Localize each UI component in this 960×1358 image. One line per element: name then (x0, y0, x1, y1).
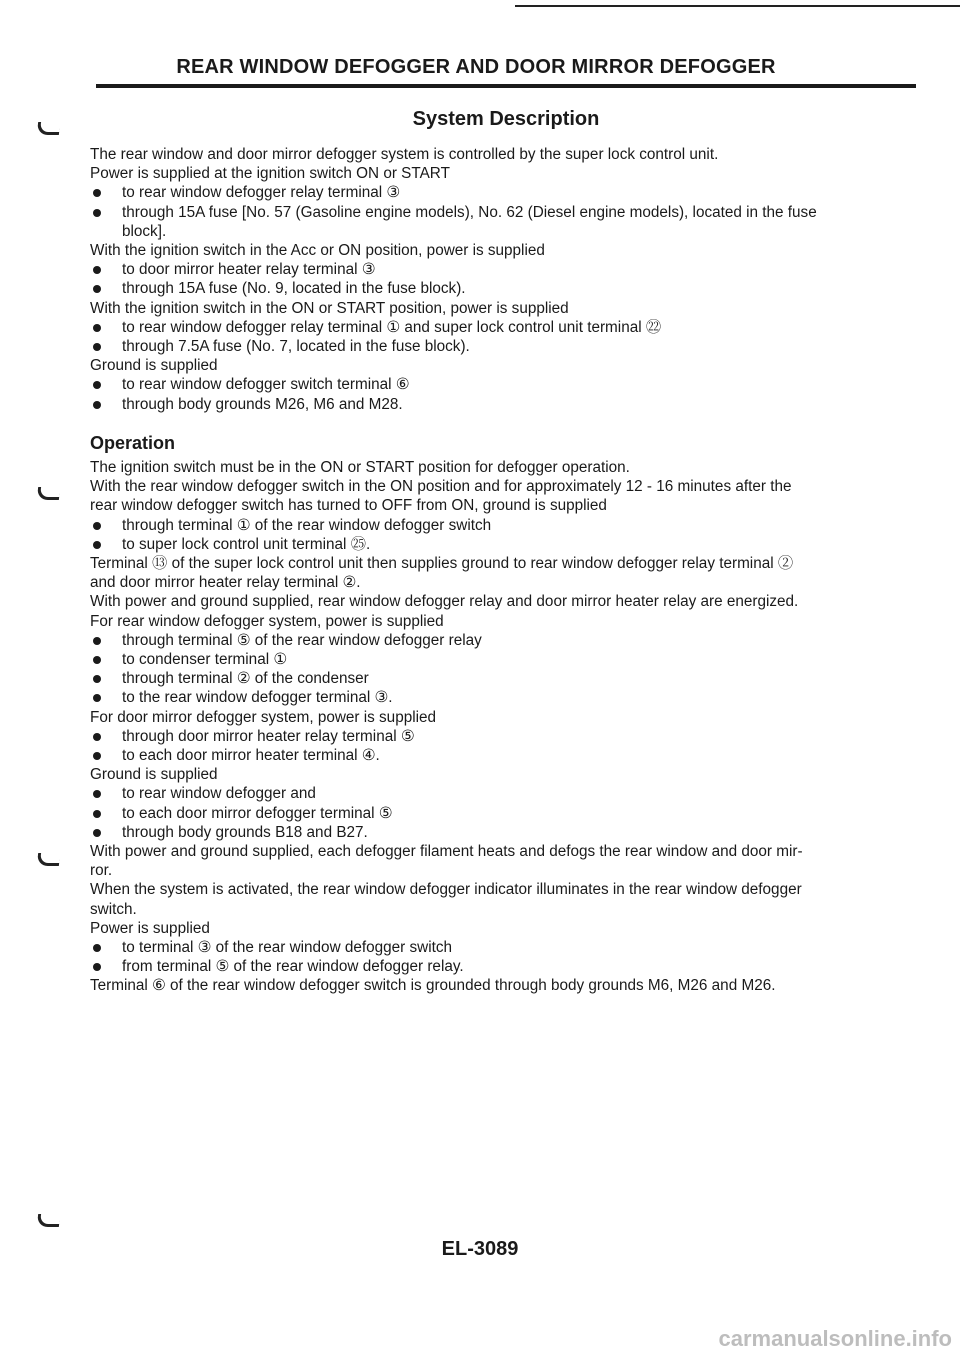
margin-mark (36, 122, 61, 135)
bullet-item: through terminal ① of the rear window defogger switch (90, 516, 920, 535)
bullet-item: to super lock control unit terminal ㉕. (90, 535, 920, 554)
bullet-item: to condenser terminal ① (90, 650, 920, 669)
text-line: When the system is activated, the rear window defogger indicator illuminates in the rear window defogger (90, 881, 802, 899)
text-line: Ground is supplied (90, 766, 218, 784)
text-line: With the ignition switch in the Acc or ON position, power is supplied (90, 242, 545, 260)
text-line: With the ignition switch in the ON or START position, power is supplied (90, 299, 569, 317)
bullet-item: through terminal ⑤ of the rear window defogger relay (90, 631, 920, 650)
bullet-item: to terminal ③ of the rear window defogger switch (90, 938, 920, 957)
text-line: For rear window defogger system, power is supplied (90, 612, 444, 630)
text-line: With power and ground supplied, rear window defogger relay and door mirror heater relay are energized. (90, 593, 799, 611)
text-line: block]. (122, 222, 167, 240)
text-line: Terminal ⑥ of the rear window defogger switch is grounded through body grounds M6, M26 and M26. (90, 977, 776, 995)
bullet-item: through body grounds B18 and B27. (90, 823, 920, 842)
bullet-item: to each door mirror heater terminal ④. (90, 746, 920, 765)
text-line: Power is supplied at the ignition switch ON or START (90, 165, 450, 183)
bullet-item: to the rear window defogger terminal ③. (90, 688, 920, 707)
text-line: The ignition switch must be in the ON or START position for defogger operation. (90, 459, 630, 476)
bullet-item: from terminal ⑤ of the rear window defogger relay. (90, 957, 920, 976)
text-line: With the rear window defogger switch in the ON position and for approximately 12 - 16 minutes after the (90, 478, 792, 496)
margin-mark (36, 487, 61, 500)
page-number: EL-3089 (441, 1238, 519, 1260)
text-line: For door mirror defogger system, power is supplied (90, 708, 437, 726)
top-rule (515, 5, 960, 7)
bullet-item: to each door mirror defogger terminal ⑤ (90, 804, 920, 823)
text-line: and door mirror heater relay terminal ②. (90, 574, 361, 592)
bullet-item: through body grounds M26, M6 and M28. (90, 395, 920, 414)
system-description-title: System Description (412, 108, 600, 130)
bullet-item: to rear window defogger switch terminal ⑥ (90, 375, 920, 394)
operation-body (90, 458, 920, 996)
operation-title: Operation (90, 433, 176, 453)
page-header (96, 52, 916, 88)
bullet-item: to rear window defogger relay terminal ① and super lock control unit terminal ㉒ (90, 318, 920, 337)
operation-section (90, 431, 920, 996)
margin-mark (36, 853, 61, 866)
text-line: The rear window and door mirror defogger system is controlled by the super lock control unit. (90, 146, 719, 163)
bullet-item: to door mirror heater relay terminal ③ (90, 260, 920, 279)
text-line: Power is supplied (90, 919, 210, 937)
bullet-item: through 7.5A fuse (No. 7, located in the fuse block). (90, 337, 920, 356)
system-description-body (90, 145, 920, 414)
page-title: REAR WINDOW DEFOGGER AND DOOR MIRROR DEFOGGER (176, 56, 776, 78)
text-line: rear window defogger switch has turned to OFF from ON, ground is supplied (90, 497, 607, 515)
watermark: carmanualsonline.info (718, 1326, 952, 1351)
bullet-item: through terminal ② of the condenser (90, 669, 920, 688)
text-line: switch. (90, 900, 137, 918)
bullet-item: to rear window defogger relay terminal ③ (90, 183, 920, 202)
margin-mark (36, 1214, 61, 1227)
text-line: Terminal ⑬ of the super lock control unit then supplies ground to rear window defogger relay terminal ② (90, 555, 794, 573)
bullet-item: through 15A fuse (No. 9, located in the fuse block). (90, 279, 920, 298)
text-line: ror. (90, 862, 113, 880)
text-line: Ground is supplied (90, 357, 218, 375)
bullet-item: through 15A fuse [No. 57 (Gasoline engine models), No. 62 (Diesel engine models), located in the fuse (90, 203, 920, 222)
bullet-item: through door mirror heater relay terminal ⑤ (90, 727, 920, 746)
text-line: With power and ground supplied, each defogger filament heats and defogs the rear window and door mir- (90, 843, 803, 861)
bullet-item: to rear window defogger and (90, 784, 920, 803)
